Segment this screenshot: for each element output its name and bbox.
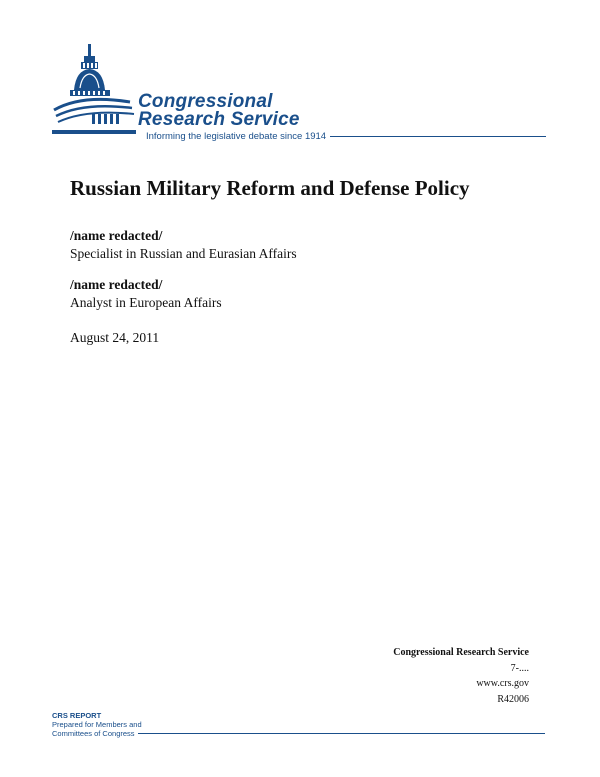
org-name-line1: Congressional: [138, 91, 273, 112]
footer-row: [52, 729, 545, 738]
report-number: R42006: [497, 693, 529, 705]
footer-label: CRS REPORT: [52, 711, 102, 720]
tagline-row: [146, 129, 546, 143]
footer-line1: Prepared for Members and: [52, 720, 142, 729]
footer: [52, 711, 545, 738]
author-block-2: [70, 276, 222, 312]
crs-logo: [52, 42, 552, 142]
org-name-line2: Research Service: [138, 109, 300, 130]
crs-contact-block: [393, 645, 529, 707]
author-role: Specialist in Russian and Eurasian Affairs: [70, 246, 297, 261]
footer-rule: [138, 733, 545, 734]
crs-name: Congressional Research Service: [393, 647, 529, 658]
crs-website[interactable]: www.crs.gov: [476, 678, 529, 689]
org-name: [138, 93, 300, 129]
crs-phone: 7-....: [510, 662, 529, 674]
author-name: /name redacted/: [70, 228, 163, 243]
capitol-dome-icon: [52, 42, 142, 142]
org-tagline: Informing the legislative debate since 1914: [146, 130, 327, 142]
tagline-rule: [330, 136, 546, 137]
author-name: /name redacted/: [70, 277, 163, 292]
report-title: Russian Military Reform and Defense Policy: [70, 176, 470, 200]
footer-line2: Committees of Congress: [52, 729, 135, 738]
author-role: Analyst in European Affairs: [70, 295, 222, 310]
report-date: August 24, 2011: [70, 330, 160, 345]
author-block-1: [70, 227, 297, 263]
